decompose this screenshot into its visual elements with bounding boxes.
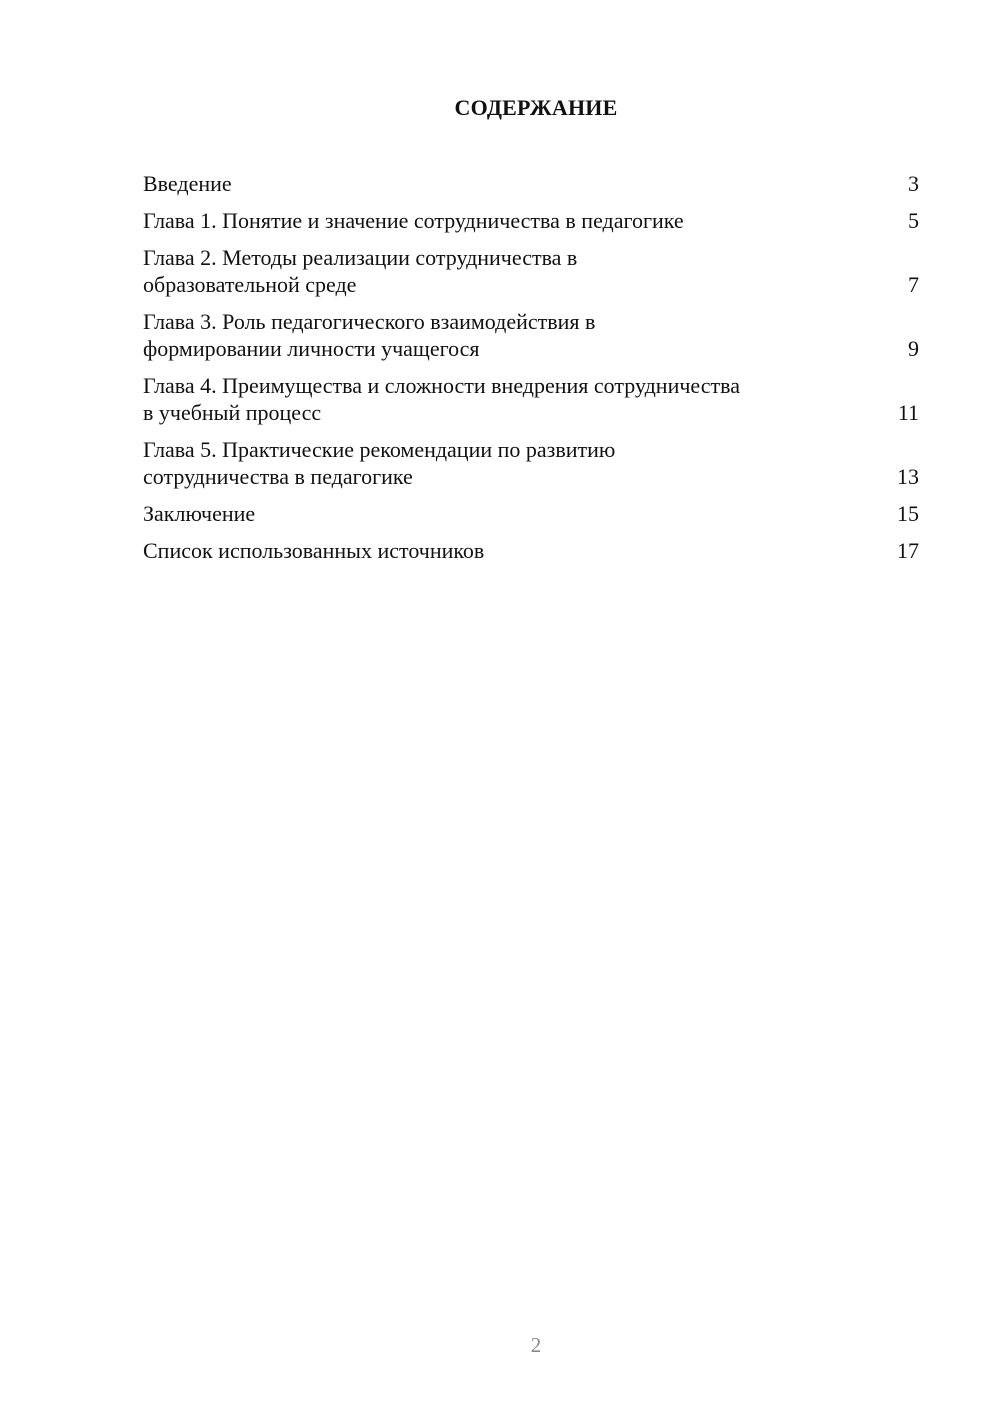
toc-entry-label: Глава 2. Методы реализации сотрудничества в образовательной среде bbox=[143, 245, 578, 297]
toc-entry-page: 5 bbox=[908, 208, 919, 233]
toc-entry-chapter-2 bbox=[143, 244, 919, 298]
toc-entry-chapter-5 bbox=[143, 436, 919, 490]
toc-entry-page: 13 bbox=[897, 464, 919, 489]
toc-entry-page: 7 bbox=[908, 272, 919, 297]
toc-entry-page: 3 bbox=[908, 171, 919, 196]
toc-entry-label: Глава 1. Понятие и значение сотрудничества в педагогике bbox=[143, 208, 684, 233]
toc-entry-page: 9 bbox=[908, 336, 919, 361]
toc-entry-page: 11 bbox=[897, 400, 919, 425]
toc-entry-label: Список использованных источников bbox=[143, 538, 485, 563]
table-of-contents bbox=[143, 170, 919, 574]
toc-entry-introduction bbox=[143, 170, 919, 197]
toc-entry-references bbox=[143, 537, 919, 564]
toc-entry-page: 15 bbox=[897, 501, 919, 526]
toc-entry-page: 17 bbox=[897, 538, 919, 563]
toc-entry-label: Глава 3. Роль педагогического взаимодействия в формировании личности учащегося bbox=[143, 309, 596, 361]
toc-entry-label: Глава 5. Практические рекомендации по развитию сотрудничества в педагогике bbox=[143, 437, 616, 489]
toc-entry-label: Глава 4. Преимущества и сложности внедрения сотрудничества в учебный процесс bbox=[143, 373, 740, 425]
page-number: 2 bbox=[530, 1333, 542, 1357]
toc-entry-chapter-3 bbox=[143, 308, 919, 362]
toc-entry-label: Введение bbox=[143, 171, 232, 196]
toc-title: СОДЕРЖАНИЕ bbox=[454, 95, 618, 120]
toc-entry-label: Заключение bbox=[143, 501, 256, 526]
toc-entry-chapter-4 bbox=[143, 372, 919, 426]
toc-entry-conclusion bbox=[143, 500, 919, 527]
toc-entry-chapter-1 bbox=[143, 207, 919, 234]
